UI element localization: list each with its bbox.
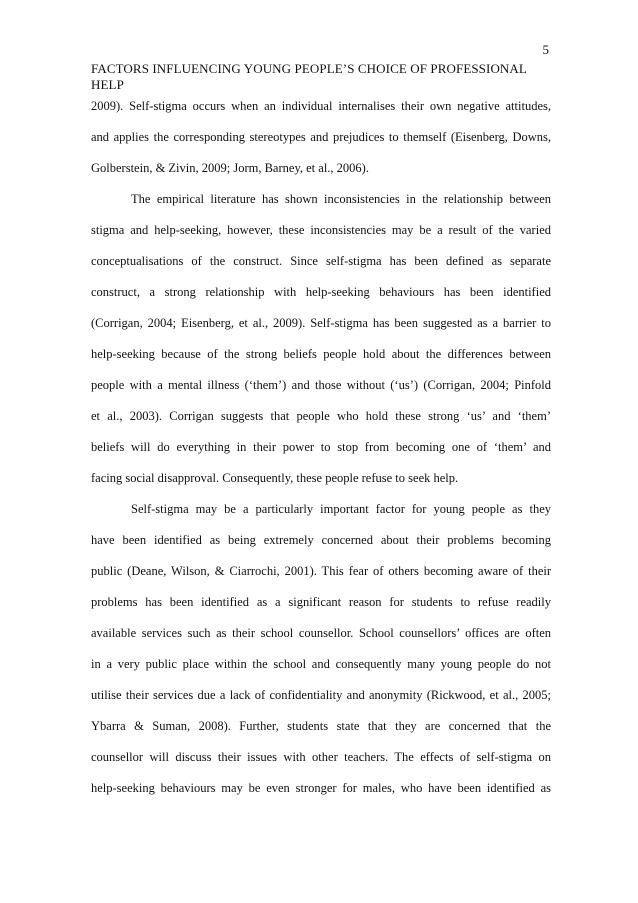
text-line: help-seeking behaviours may be even stronger for males, who have been identified as (91, 781, 551, 795)
text-line: 2009). Self-stigma occurs when an individual internalises their own negative attitudes, (91, 99, 551, 113)
text-line: and applies the corresponding stereotypes and prejudices to themself (Eisenberg, Downs, (91, 130, 551, 144)
page-number: 5 (542, 42, 549, 57)
text-line: have been identified as being extremely concerned about their problems becoming (91, 533, 551, 547)
text-line: The empirical literature has shown inconsistencies in the relationship between (131, 192, 551, 206)
body-text (91, 98, 551, 811)
text-line: Self-stigma may be a particularly important factor for young people as they (131, 502, 551, 516)
text-line: conceptualisations of the construct. Since self-stigma has been defined as separate (91, 254, 551, 268)
text-line: beliefs will do everything in their power to stop from becoming one of ‘them’ and (91, 440, 551, 454)
text-line: public (Deane, Wilson, & Ciarrochi, 2001). This fear of others becoming aware of their (91, 564, 551, 578)
text-line: available services such as their school counsellor. School counsellors’ offices are often (91, 626, 551, 640)
text-line: utilise their services due a lack of confidentiality and anonymity (Rickwood, et al., 2005; (91, 688, 551, 702)
text-line: Ybarra & Suman, 2008). Further, students state that they are concerned that the (91, 719, 551, 733)
text-line: problems has been identified as a significant reason for students to refuse readily (91, 595, 551, 609)
text-line: (Corrigan, 2004; Eisenberg, et al., 2009). Self-stigma has been suggested as a barrier to (91, 316, 551, 330)
text-line: in a very public place within the school and consequently many young people do not (91, 657, 551, 671)
text-line: counsellor will discuss their issues with other teachers. The effects of self-stigma on (91, 750, 551, 764)
text-line: people with a mental illness (‘them’) and those without (‘us’) (Corrigan, 2004; Pinfold (91, 378, 551, 392)
text-line: stigma and help-seeking, however, these inconsistencies may be a result of the varied (91, 223, 551, 237)
text-line: help-seeking because of the strong beliefs people hold about the differences between (91, 347, 551, 361)
running-head: FACTORS INFLUENCING YOUNG PEOPLE’S CHOICE OF PROFESSIONAL HELP (91, 61, 527, 92)
text-line: Golberstein, & Zivin, 2009; Jorm, Barney, et al., 2006). (91, 161, 369, 175)
text-line: construct, a strong relationship with help-seeking behaviours has been identified (91, 285, 551, 299)
text-line: et al., 2003). Corrigan suggests that people who hold these strong ‘us’ and ‘them’ (91, 409, 551, 423)
text-line: facing social disapproval. Consequently, these people refuse to seek help. (91, 471, 459, 485)
